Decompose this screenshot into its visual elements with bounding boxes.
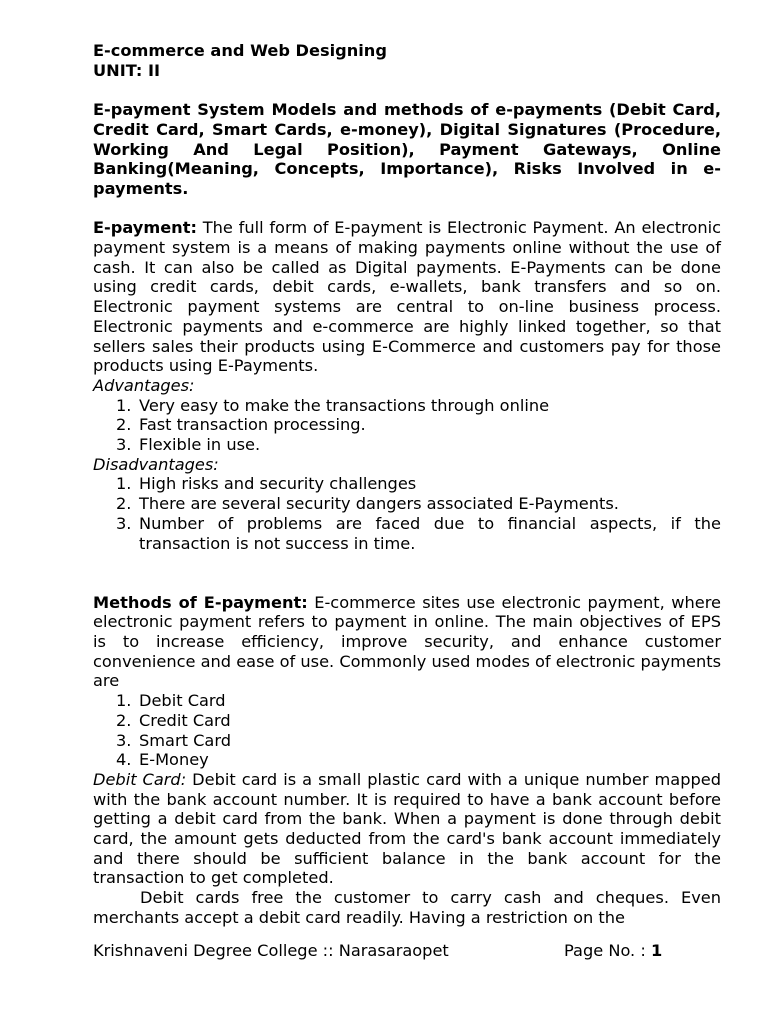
advantages-list — [93, 396, 721, 455]
list-item: 1. High risks and security challenges — [116, 474, 417, 494]
list-item: 3. Smart Card — [116, 730, 231, 750]
page-number: 1 — [650, 941, 663, 960]
debit-card-label: Debit Card: — [93, 769, 187, 789]
page-label: Page No. : — [564, 941, 651, 960]
document-title: E-commerce and Web Designing — [93, 41, 387, 60]
disadvantages-label: Disadvantages: — [93, 454, 219, 474]
advantages-label: Advantages: — [93, 375, 195, 395]
list-item: 3. Number of problems are faced due to financial aspects, if the transaction is not success in time. — [116, 513, 721, 553]
list-item: 2. Credit Card — [116, 710, 231, 730]
unit-topics: E-payment System Models and methods of e-payments (Debit Card, Credit Card, Smart Cards, e-money), Digital Signatures (Procedure, Working And Legal Position), Payment Gateways, Online Banking(Meaning, Concepts, Importance), Risks Involved in e-payments. — [93, 100, 721, 198]
methods-heading: Methods of E-payment: — [93, 592, 308, 612]
document-page — [93, 41, 721, 928]
unit-heading: UNIT: II — [93, 60, 161, 80]
epayment-paragraph — [93, 218, 721, 376]
debit-card-paragraph — [93, 770, 721, 888]
list-item: 3. Flexible in use. — [116, 435, 261, 455]
debit-card-paragraph-2: Debit cards free the customer to carry cash and cheques. Even merchants accept a debit card readily. Having a restriction on the — [93, 888, 721, 927]
footer-page-number — [564, 941, 662, 961]
disadvantages-list — [93, 474, 721, 553]
epayment-text: The full form of E-payment is Electronic Payment. An electronic payment system is a means of making payments online without the use of cash. It can also be called as Digital payments. E-Payments can be done using credit cards, debit cards, e-wallets, bank transfers and so on. Electronic payment systems are central to on-line business process. Electronic payments and e-commerce are highly linked together, so that sellers sales their products using E-Commerce and customers pay for those products using E-Payments. — [93, 218, 721, 376]
debit-card-text: Debit card is a small plastic card with a unique number mapped with the bank account number. It is required to have a bank account before getting a debit card from the bank. When a payment is done through debit card, the amount gets deducted from the card's bank account immediately and there should be sufficient balance in the bank account for the transaction to get completed. — [93, 769, 722, 888]
footer-college: Krishnaveni Degree College :: Narasaraopet — [93, 941, 449, 960]
epayment-heading: E-payment: — [93, 218, 197, 238]
list-item: 1. Very easy to make the transactions through online — [116, 395, 550, 415]
methods-text: E-commerce sites use electronic payment, where electronic payment refers to payment in online. The main objectives of EPS is to increase efficiency, improve security, and enhance customer convenience and ease of use. Commonly used modes of electronic payments are — [93, 592, 721, 691]
methods-list — [93, 691, 721, 770]
list-item: 4. E-Money — [116, 750, 209, 770]
methods-paragraph — [93, 593, 721, 692]
list-item: 1. Debit Card — [116, 691, 226, 711]
list-item: 2. There are several security dangers associated E-Payments. — [116, 494, 619, 514]
list-item: 2. Fast transaction processing. — [116, 415, 366, 435]
